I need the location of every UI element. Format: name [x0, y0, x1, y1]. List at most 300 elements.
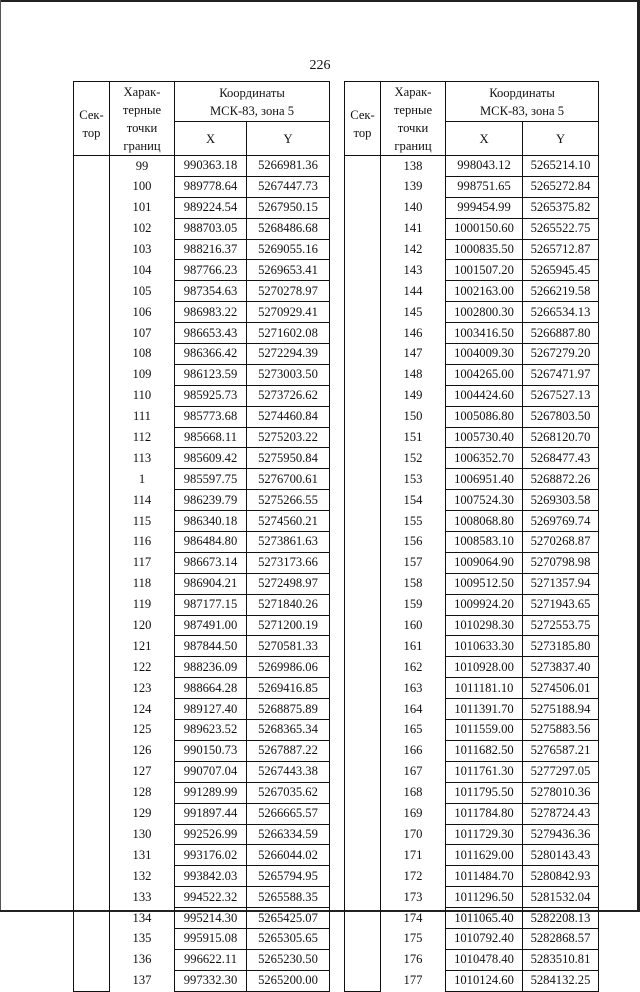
page-number: 226	[309, 58, 331, 73]
coord-y: 5276700.61	[247, 469, 330, 490]
coord-y: 5273185.80	[523, 636, 599, 657]
point-number: 103	[110, 239, 175, 260]
coord-y: 5273861.63	[247, 532, 330, 553]
table-row	[345, 490, 599, 511]
table-row	[345, 176, 599, 197]
table-row	[345, 657, 599, 678]
point-number: 140	[381, 197, 446, 218]
table-row	[74, 803, 330, 824]
point-number: 154	[381, 490, 446, 511]
coord-y: 5270581.33	[247, 636, 330, 657]
coord-x: 1008068.80	[446, 511, 523, 532]
coord-x: 1009064.90	[446, 552, 523, 573]
point-number: 135	[110, 928, 175, 949]
point-number: 144	[381, 281, 446, 302]
point-number: 142	[381, 239, 446, 260]
coord-y: 5269055.16	[247, 239, 330, 260]
point-number: 130	[110, 824, 175, 845]
coord-y: 5275266.55	[247, 490, 330, 511]
coord-y: 5265588.35	[247, 887, 330, 908]
table-row	[345, 949, 599, 970]
point-number: 145	[381, 302, 446, 323]
coord-y: 5280143.43	[523, 845, 599, 866]
point-number: 132	[110, 866, 175, 887]
table-row	[74, 845, 330, 866]
coord-x: 986673.14	[175, 552, 247, 573]
point-number: 107	[110, 323, 175, 344]
point-number: 105	[110, 281, 175, 302]
point-number: 116	[110, 532, 175, 553]
coord-y: 5265712.87	[523, 239, 599, 260]
table-row	[74, 406, 330, 427]
header-x: X	[175, 122, 247, 156]
table-row	[74, 302, 330, 323]
coord-x: 988664.28	[175, 678, 247, 699]
point-number: 124	[110, 699, 175, 720]
point-number: 143	[381, 260, 446, 281]
coord-x: 1008583.10	[446, 532, 523, 553]
coord-y: 5266044.02	[247, 845, 330, 866]
point-number: 136	[110, 949, 175, 970]
point-number: 164	[381, 699, 446, 720]
table-row	[345, 344, 599, 365]
coord-y: 5267887.22	[247, 740, 330, 761]
point-number: 166	[381, 740, 446, 761]
coord-x: 989224.54	[175, 197, 247, 218]
table-row	[74, 782, 330, 803]
coord-y: 5277297.05	[523, 761, 599, 782]
coord-y: 5271602.08	[247, 323, 330, 344]
coord-x: 997332.30	[175, 970, 247, 991]
table-row	[74, 323, 330, 344]
coord-y: 5267471.97	[523, 364, 599, 385]
point-number: 115	[110, 511, 175, 532]
coord-x: 1011391.70	[446, 699, 523, 720]
point-number: 170	[381, 824, 446, 845]
coord-x: 1011795.50	[446, 782, 523, 803]
point-number: 134	[110, 908, 175, 929]
table-row	[74, 949, 330, 970]
coord-y: 5265375.82	[523, 197, 599, 218]
table-row	[345, 908, 599, 929]
coord-x: 986484.80	[175, 532, 247, 553]
coord-x: 1006951.40	[446, 469, 523, 490]
table-row	[345, 156, 599, 177]
coord-x: 988236.09	[175, 657, 247, 678]
coord-y: 5270268.87	[523, 532, 599, 553]
header-y: Y	[247, 122, 330, 156]
table-row	[74, 740, 330, 761]
coord-y: 5267279.20	[523, 344, 599, 365]
point-number: 102	[110, 218, 175, 239]
coord-y: 5266665.57	[247, 803, 330, 824]
coord-x: 990707.04	[175, 761, 247, 782]
coord-y: 5269653.41	[247, 260, 330, 281]
coord-x: 992526.99	[175, 824, 247, 845]
table-row	[74, 678, 330, 699]
coordinates-table-left	[73, 81, 330, 992]
coord-x: 989623.52	[175, 720, 247, 741]
point-number: 148	[381, 364, 446, 385]
coord-y: 5283510.81	[523, 949, 599, 970]
table-row	[74, 385, 330, 406]
coord-y: 5273003.50	[247, 364, 330, 385]
coord-y: 5267950.15	[247, 197, 330, 218]
coord-x: 1010792.40	[446, 928, 523, 949]
table-row	[345, 323, 599, 344]
coord-x: 986904.21	[175, 573, 247, 594]
coord-x: 1011559.00	[446, 720, 523, 741]
coord-x: 1005086.80	[446, 406, 523, 427]
coord-y: 5275883.56	[523, 720, 599, 741]
table-row	[345, 469, 599, 490]
point-number: 163	[381, 678, 446, 699]
coord-x: 994522.32	[175, 887, 247, 908]
table-row	[345, 678, 599, 699]
table-row	[345, 594, 599, 615]
coord-y: 5269303.58	[523, 490, 599, 511]
table-row	[345, 970, 599, 991]
table-row	[345, 636, 599, 657]
point-number: 138	[381, 156, 446, 177]
coord-y: 5265945.45	[523, 260, 599, 281]
coord-x: 990150.73	[175, 740, 247, 761]
coord-x: 1011296.50	[446, 887, 523, 908]
coord-x: 1004009.30	[446, 344, 523, 365]
coord-x: 988216.37	[175, 239, 247, 260]
table-row	[74, 657, 330, 678]
coord-x: 991897.44	[175, 803, 247, 824]
coord-x: 1010124.60	[446, 970, 523, 991]
coord-x: 985609.42	[175, 448, 247, 469]
coord-x: 1010633.30	[446, 636, 523, 657]
coord-y: 5269769.74	[523, 511, 599, 532]
point-number: 151	[381, 427, 446, 448]
table-row	[345, 532, 599, 553]
coord-x: 1010478.40	[446, 949, 523, 970]
coord-y: 5265522.75	[523, 218, 599, 239]
table-row	[345, 218, 599, 239]
header-x: X	[446, 122, 523, 156]
coord-x: 1001507.20	[446, 260, 523, 281]
coord-y: 5265272.84	[523, 176, 599, 197]
table-row	[74, 490, 330, 511]
point-number: 141	[381, 218, 446, 239]
coord-y: 5272294.39	[247, 344, 330, 365]
coord-x: 989778.64	[175, 176, 247, 197]
point-number: 127	[110, 761, 175, 782]
coord-x: 990363.18	[175, 156, 247, 177]
table-row	[345, 281, 599, 302]
point-number: 111	[110, 406, 175, 427]
coord-y: 5271200.19	[247, 615, 330, 636]
point-number: 126	[110, 740, 175, 761]
coord-x: 987354.63	[175, 281, 247, 302]
table-row	[345, 239, 599, 260]
point-number: 156	[381, 532, 446, 553]
table-row	[74, 364, 330, 385]
coord-y: 5272553.75	[523, 615, 599, 636]
coord-x: 987491.00	[175, 615, 247, 636]
coord-y: 5271943.65	[523, 594, 599, 615]
table-row	[345, 803, 599, 824]
coord-x: 995915.08	[175, 928, 247, 949]
coord-x: 993176.02	[175, 845, 247, 866]
coord-y: 5268872.26	[523, 469, 599, 490]
table-row	[345, 782, 599, 803]
coord-y: 5275203.22	[247, 427, 330, 448]
point-number: 121	[110, 636, 175, 657]
point-number: 110	[110, 385, 175, 406]
table-row	[74, 176, 330, 197]
table-row	[345, 197, 599, 218]
point-number: 137	[110, 970, 175, 991]
coord-x: 1009512.50	[446, 573, 523, 594]
coord-y: 5267443.38	[247, 761, 330, 782]
coord-y: 5270929.41	[247, 302, 330, 323]
coord-x: 1002800.30	[446, 302, 523, 323]
coord-y: 5284132.25	[523, 970, 599, 991]
table-row	[74, 887, 330, 908]
table-row	[74, 260, 330, 281]
coord-y: 5273837.40	[523, 657, 599, 678]
coord-x: 1009924.20	[446, 594, 523, 615]
coord-y: 5266219.58	[523, 281, 599, 302]
point-number: 165	[381, 720, 446, 741]
coord-x: 1010298.30	[446, 615, 523, 636]
point-number: 162	[381, 657, 446, 678]
point-number: 112	[110, 427, 175, 448]
point-number: 174	[381, 908, 446, 929]
point-number: 119	[110, 594, 175, 615]
point-number: 123	[110, 678, 175, 699]
header-coordinates: Координаты МСК-83, зона 5	[446, 82, 599, 122]
coord-y: 5265794.95	[247, 866, 330, 887]
coord-x: 986123.59	[175, 364, 247, 385]
point-number: 160	[381, 615, 446, 636]
coord-x: 1005730.40	[446, 427, 523, 448]
coord-y: 5275188.94	[523, 699, 599, 720]
coord-x: 998043.12	[446, 156, 523, 177]
coord-y: 5268477.43	[523, 448, 599, 469]
coord-x: 999454.99	[446, 197, 523, 218]
table-row	[345, 552, 599, 573]
point-number: 101	[110, 197, 175, 218]
coord-x: 987177.15	[175, 594, 247, 615]
coord-x: 986239.79	[175, 490, 247, 511]
coord-y: 5267803.50	[523, 406, 599, 427]
coord-x: 993842.03	[175, 866, 247, 887]
point-number: 155	[381, 511, 446, 532]
table-row	[74, 448, 330, 469]
table-row	[345, 573, 599, 594]
table-row	[345, 511, 599, 532]
coord-x: 986653.43	[175, 323, 247, 344]
coord-y: 5273726.62	[247, 385, 330, 406]
table-row	[74, 573, 330, 594]
point-number: 177	[381, 970, 446, 991]
point-number: 175	[381, 928, 446, 949]
header-points: Харак- терные точки границ	[110, 82, 175, 156]
coord-y: 5282868.57	[523, 928, 599, 949]
sector-cell	[345, 156, 381, 992]
coord-y: 5268486.68	[247, 218, 330, 239]
point-number: 114	[110, 490, 175, 511]
table-row	[345, 260, 599, 281]
page-edge-top	[0, 0, 640, 2]
coord-x: 995214.30	[175, 908, 247, 929]
point-number: 167	[381, 761, 446, 782]
coord-y: 5279436.36	[523, 824, 599, 845]
table-row	[74, 824, 330, 845]
point-number: 147	[381, 344, 446, 365]
coord-y: 5272498.97	[247, 573, 330, 594]
coord-y: 5265305.65	[247, 928, 330, 949]
table-row	[345, 720, 599, 741]
coord-y: 5265425.07	[247, 908, 330, 929]
table-row	[74, 761, 330, 782]
table-row	[345, 887, 599, 908]
point-number: 104	[110, 260, 175, 281]
point-number: 169	[381, 803, 446, 824]
point-number: 120	[110, 615, 175, 636]
table-row	[74, 928, 330, 949]
table-row	[74, 218, 330, 239]
table-row	[345, 866, 599, 887]
point-number: 125	[110, 720, 175, 741]
header-sector: Сек- тор	[74, 82, 110, 156]
header-y: Y	[523, 122, 599, 156]
table-row	[74, 866, 330, 887]
table-row	[74, 594, 330, 615]
table-row	[74, 344, 330, 365]
point-number: 150	[381, 406, 446, 427]
coord-x: 1004424.60	[446, 385, 523, 406]
coord-x: 1011682.50	[446, 740, 523, 761]
table-row	[74, 427, 330, 448]
point-number: 171	[381, 845, 446, 866]
point-number: 173	[381, 887, 446, 908]
coord-x: 1011784.80	[446, 803, 523, 824]
coord-y: 5265214.10	[523, 156, 599, 177]
coord-y: 5278724.43	[523, 803, 599, 824]
point-number: 159	[381, 594, 446, 615]
table-row	[345, 385, 599, 406]
coord-x: 1011761.30	[446, 761, 523, 782]
table-row	[74, 699, 330, 720]
table-row	[345, 699, 599, 720]
point-number: 146	[381, 323, 446, 344]
coord-x: 1000835.50	[446, 239, 523, 260]
point-number: 168	[381, 782, 446, 803]
point-number: 149	[381, 385, 446, 406]
coord-y: 5268875.89	[247, 699, 330, 720]
point-number: 158	[381, 573, 446, 594]
point-number: 1	[110, 469, 175, 490]
table-row	[74, 469, 330, 490]
point-number: 133	[110, 887, 175, 908]
point-number: 153	[381, 469, 446, 490]
table-row	[345, 448, 599, 469]
coord-x: 1011065.40	[446, 908, 523, 929]
point-number: 117	[110, 552, 175, 573]
coord-y: 5270798.98	[523, 552, 599, 573]
coord-x: 987766.23	[175, 260, 247, 281]
coord-x: 986340.18	[175, 511, 247, 532]
page-edge-left	[0, 0, 1, 912]
coord-x: 985925.73	[175, 385, 247, 406]
coord-y: 5271840.26	[247, 594, 330, 615]
table-row	[74, 511, 330, 532]
point-number: 176	[381, 949, 446, 970]
table-row	[345, 427, 599, 448]
coord-x: 1000150.60	[446, 218, 523, 239]
coord-y: 5265200.00	[247, 970, 330, 991]
coord-x: 989127.40	[175, 699, 247, 720]
coord-x: 1011484.70	[446, 866, 523, 887]
coord-x: 1007524.30	[446, 490, 523, 511]
table-row	[345, 740, 599, 761]
table-row	[74, 615, 330, 636]
point-number: 172	[381, 866, 446, 887]
coord-y: 5271357.94	[523, 573, 599, 594]
coord-x: 986366.42	[175, 344, 247, 365]
header-points: Харак- терные точки границ	[381, 82, 446, 156]
coord-x: 988703.05	[175, 218, 247, 239]
point-number: 100	[110, 176, 175, 197]
table-row	[345, 761, 599, 782]
coord-x: 1011181.10	[446, 678, 523, 699]
coord-y: 5274460.84	[247, 406, 330, 427]
coord-y: 5269416.85	[247, 678, 330, 699]
coord-y: 5268120.70	[523, 427, 599, 448]
coord-y: 5268365.34	[247, 720, 330, 741]
coord-y: 5265230.50	[247, 949, 330, 970]
coord-y: 5270278.97	[247, 281, 330, 302]
point-number: 139	[381, 176, 446, 197]
point-number: 152	[381, 448, 446, 469]
coord-y: 5276587.21	[523, 740, 599, 761]
coord-y: 5266981.36	[247, 156, 330, 177]
coord-y: 5266334.59	[247, 824, 330, 845]
coord-x: 1003416.50	[446, 323, 523, 344]
table-row	[345, 406, 599, 427]
table-row	[74, 197, 330, 218]
coord-y: 5275950.84	[247, 448, 330, 469]
coord-y: 5281532.04	[523, 887, 599, 908]
coordinates-table-right	[344, 81, 599, 992]
point-number: 108	[110, 344, 175, 365]
coord-y: 5266887.80	[523, 323, 599, 344]
coord-x: 987844.50	[175, 636, 247, 657]
table-row	[74, 532, 330, 553]
coord-y: 5278010.36	[523, 782, 599, 803]
point-number: 131	[110, 845, 175, 866]
point-number: 157	[381, 552, 446, 573]
table-row	[74, 156, 330, 177]
coord-x: 1006352.70	[446, 448, 523, 469]
coord-y: 5273173.66	[247, 552, 330, 573]
coord-x: 1011729.30	[446, 824, 523, 845]
coord-x: 1004265.00	[446, 364, 523, 385]
table-row	[345, 845, 599, 866]
point-number: 99	[110, 156, 175, 177]
coord-y: 5267447.73	[247, 176, 330, 197]
coord-y: 5267035.62	[247, 782, 330, 803]
table-row	[345, 302, 599, 323]
table-row	[74, 281, 330, 302]
table-row	[74, 908, 330, 929]
